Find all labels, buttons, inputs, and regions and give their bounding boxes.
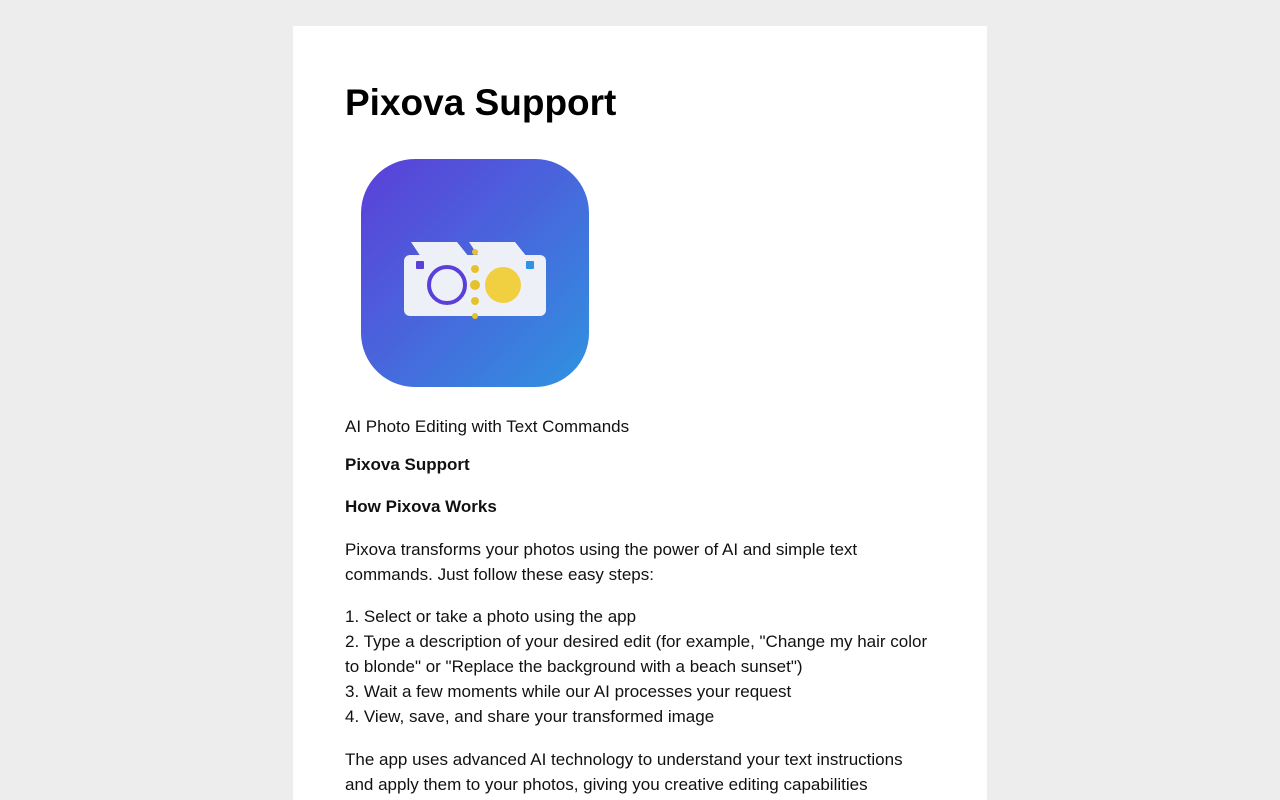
step-item: 4. View, save, and share your transformed image (345, 707, 715, 726)
tagline: AI Photo Editing with Text Commands (345, 417, 630, 436)
step-item: 2. Type a description of your desired edit (for example, "Change my hair color to blonde" or "Replace the background with a beach sunset") (345, 632, 928, 676)
outro-paragraph: The app uses advanced AI technology to understand your text instructions and apply them to your photos, giving you creative editing capabilities (345, 750, 903, 794)
steps-list (345, 604, 935, 729)
page-title: Pixova Support (345, 82, 617, 123)
step-item: 1. Select or take a photo using the app (345, 607, 637, 626)
step-item: 3. Wait a few moments while our AI processes your request (345, 682, 792, 701)
support-heading: Pixova Support (345, 455, 470, 474)
camera-icon (361, 159, 589, 387)
app-icon (361, 159, 589, 387)
intro-paragraph: Pixova transforms your photos using the power of AI and simple text commands. Just follow these easy steps: (345, 540, 858, 584)
support-page (293, 26, 987, 800)
how-it-works-heading: How Pixova Works (345, 497, 497, 516)
